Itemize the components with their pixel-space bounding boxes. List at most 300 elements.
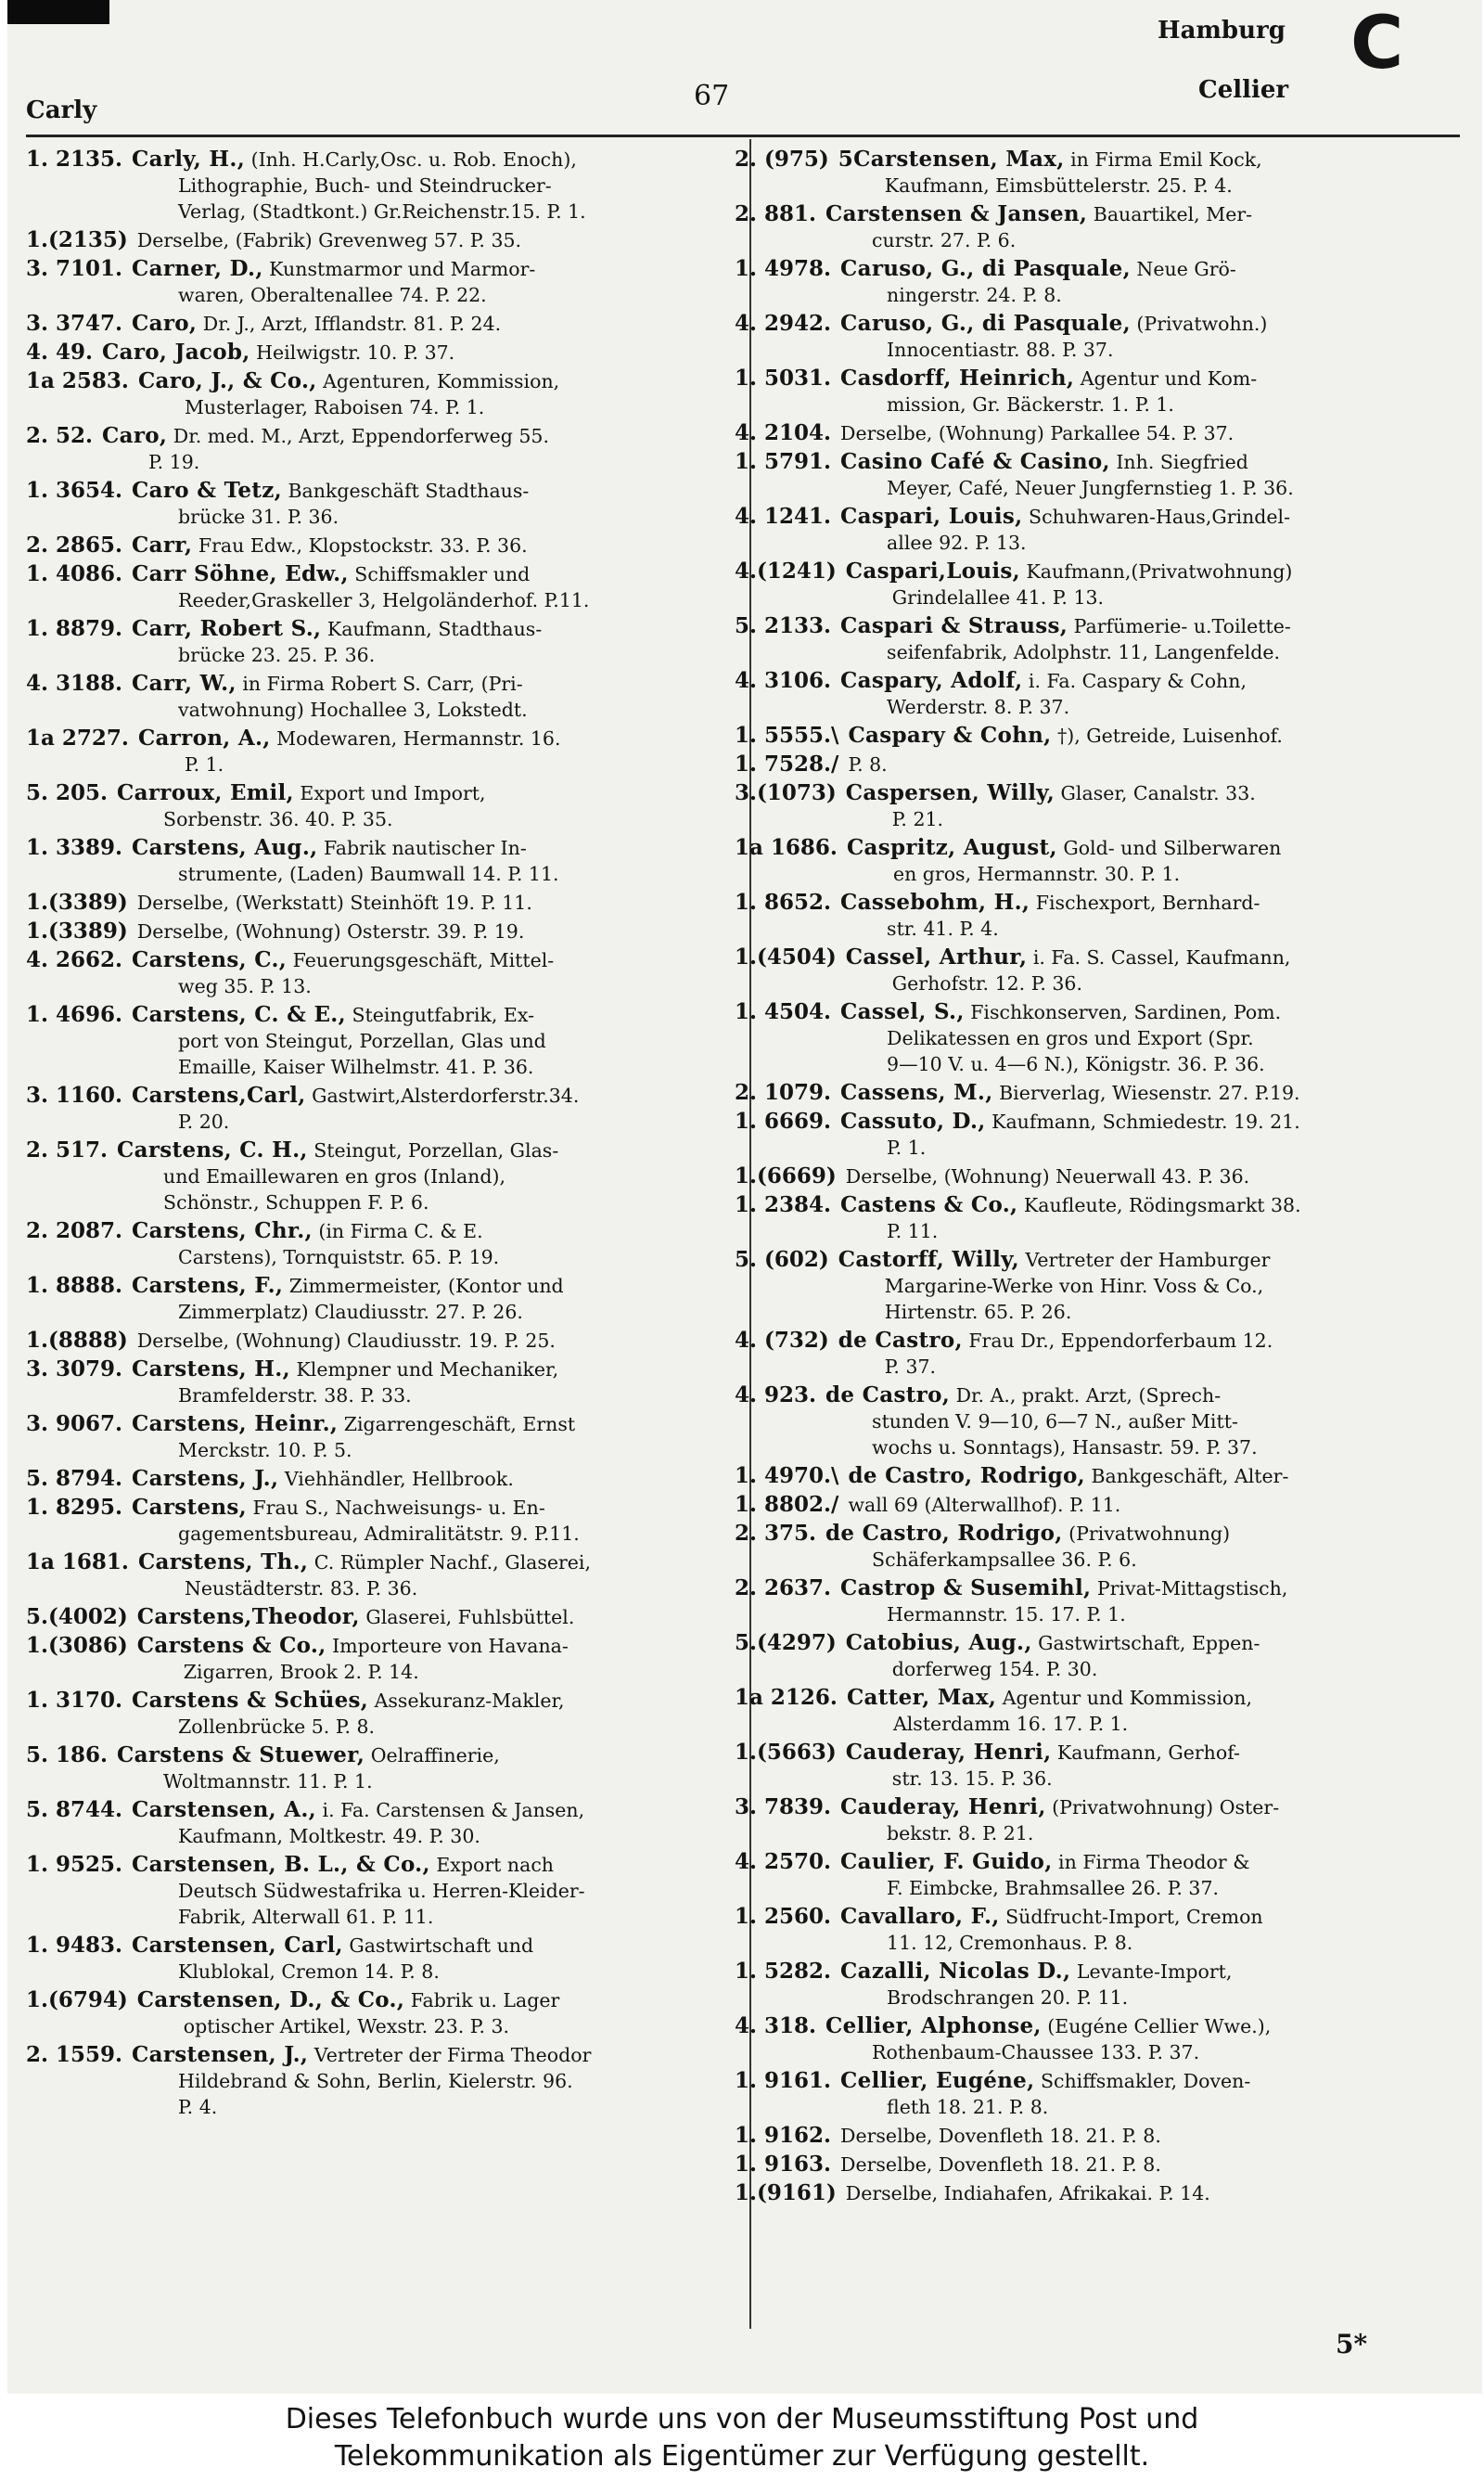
directory-entry <box>735 1163 1439 1189</box>
entry-details: Steingut, Porzellan, Glas- <box>313 1139 559 1162</box>
entry-text <box>829 1247 1439 1325</box>
entry-continuation: Hirtenstr. 65. P. 26. <box>884 1301 1072 1323</box>
phone-number: 1. 2560. <box>735 1904 832 1929</box>
entry-continuation: 9—10 V. u. 4—6 N.), Königstr. 36. P. 36. <box>887 1053 1265 1075</box>
entry-details: Fabrik u. Lager <box>410 1989 560 2011</box>
entry-details: Agentur und Kom- <box>1080 367 1258 390</box>
entry-continuation: Musterlager, Raboisen 74. P. 1. <box>184 396 485 418</box>
subscriber-name: de Castro, <box>838 1328 963 1353</box>
entry-text <box>816 1521 1439 1573</box>
entry-continuation: dorferweg 154. P. 30. <box>891 1658 1098 1680</box>
subscriber-name: Carstens, Aug., <box>132 835 318 860</box>
subscriber-name: Carroux, Emil, <box>117 780 294 805</box>
entry-text <box>129 368 731 420</box>
entry-text <box>831 256 1439 308</box>
phone-number: 1. 9162. <box>735 2123 832 2148</box>
entry-continuation: stunden V. 9—10, 6—7 N., außer Mitt- <box>872 1410 1238 1433</box>
directory-entry <box>26 1987 731 2039</box>
directory-entry <box>735 835 1439 887</box>
directory-entry <box>735 311 1439 363</box>
phone-number: 1. 4978. <box>735 256 832 281</box>
entry-continuation: Deutsch Südwestafrika u. Herren-Kleider- <box>178 1880 585 1902</box>
directory-entry <box>735 1575 1439 1627</box>
entry-details: Kaufmann, Gerhof- <box>1056 1741 1240 1764</box>
entry-continuation: Lithographie, Buch- und Steindrucker- <box>178 174 552 197</box>
entry-details: in Firma Emil Kock, <box>1070 148 1262 171</box>
phone-number: 4.(1241) <box>735 559 837 584</box>
entry-details: Agentur und Kommission, <box>1002 1687 1252 1709</box>
entry-continuation: optischer Artikel, Wexstr. 23. P. 3. <box>183 2015 510 2037</box>
subscriber-name: Caspari,Louis, <box>845 559 1020 584</box>
entry-text <box>837 559 1439 610</box>
phone-number: 3. 7839. <box>735 1794 832 1819</box>
subscriber-name: Caro, <box>132 311 198 336</box>
entry-continuation: Kaufmann, Moltkestr. 49. P. 30. <box>178 1825 480 1847</box>
entry-details: Gastwirtschaft und <box>349 1934 534 1957</box>
directory-entry <box>26 311 731 337</box>
entry-details: Frau Dr., Eppendorferbaum 12. <box>968 1330 1273 1352</box>
entry-continuation: mission, Gr. Bäckerstr. 1. P. 1. <box>887 393 1174 416</box>
phone-number: 1.(6669) <box>735 1163 837 1189</box>
entry-text <box>122 256 731 308</box>
subscriber-name: Carstens & Stuewer, <box>117 1742 365 1767</box>
entry-details: Fischkonserven, Sardinen, Pom. <box>970 1001 1282 1023</box>
directory-entry <box>735 420 1439 446</box>
entry-text <box>122 478 731 530</box>
entry-text <box>838 1492 1439 1518</box>
directory-entry <box>735 559 1439 610</box>
subscriber-name: Carstens, Heinr., <box>132 1411 339 1436</box>
entry-text <box>831 1904 1439 1956</box>
entry-text <box>122 1495 731 1547</box>
directory-entry <box>735 1382 1439 1460</box>
entry-continuation: strumente, (Laden) Baumwall 14. P. 11. <box>178 863 559 885</box>
entry-text <box>128 227 731 253</box>
entry-continuation: Zollenbrücke 5. P. 8. <box>178 1715 376 1738</box>
phone-number: 5. 8794. <box>26 1466 123 1491</box>
subscriber-name: Carner, D., <box>132 256 263 281</box>
phone-number: 1a 2727. <box>26 726 129 751</box>
subscriber-name: de Castro, <box>825 1382 951 1407</box>
phone-number: 4. 3188. <box>26 671 123 696</box>
entry-details: Kunstmarmor und Marmor- <box>269 258 536 280</box>
phone-number: 1. 7528./ <box>735 752 839 777</box>
phone-number: 1. 4970.\ <box>735 1463 839 1488</box>
entry-continuation: Margarine-Werke von Hinr. Voss & Co., <box>884 1275 1264 1297</box>
entry-text <box>122 1002 731 1080</box>
subscriber-name: 5Carstensen, Max, <box>838 147 1065 172</box>
entry-continuation: allee 92. P. 13. <box>887 532 1027 554</box>
entry-details: Glaserei, Fuhlsbüttel. <box>365 1606 575 1628</box>
directory-entry <box>26 1933 731 1985</box>
entry-text <box>128 1987 731 2039</box>
phone-number: 2. 2637. <box>735 1575 832 1600</box>
subscriber-name: Carstens, H., <box>132 1356 290 1381</box>
entry-continuation: Neustädterstr. 83. P. 36. <box>184 1577 418 1600</box>
directory-entry <box>26 890 731 916</box>
entry-details: Derselbe, Indiahafen, Afrikakai. P. 14. <box>845 2182 1210 2204</box>
directory-entry <box>26 2042 731 2120</box>
entry-text <box>831 613 1439 665</box>
entry-text <box>831 2068 1439 2120</box>
entry-details: Derselbe, (Werkstatt) Steinhöft 19. P. 11. <box>136 892 532 914</box>
entry-continuation: curstr. 27. P. 6. <box>872 229 1017 251</box>
directory-entry <box>26 947 731 999</box>
entry-details: Dr. med. M., Arzt, Eppendorferweg 55. <box>173 425 549 447</box>
entry-text <box>831 1794 1439 1846</box>
directory-page <box>7 0 1482 2394</box>
directory-entry <box>26 1688 731 1740</box>
subscriber-name: Catobius, Aug., <box>845 1630 1032 1655</box>
entry-text <box>122 2042 731 2120</box>
phone-number: 1.(3389) <box>26 890 128 915</box>
directory-entry <box>735 1109 1439 1161</box>
entry-continuation: P. 21. <box>891 808 944 830</box>
phone-number: 1.(5663) <box>735 1740 837 1765</box>
entry-text <box>122 1466 731 1492</box>
entry-text <box>837 944 1439 996</box>
entry-details: Schiffsmakler, Doven- <box>1040 2070 1251 2092</box>
entry-details: Vertreter der Hamburger <box>1025 1249 1271 1271</box>
entry-continuation: F. Eimbcke, Brahmsallee 26. P. 37. <box>887 1877 1220 1899</box>
entry-continuation: weg 35. P. 13. <box>178 975 312 997</box>
phone-number: 3.(1073) <box>735 780 837 805</box>
entry-details: Kaufmann,(Privatwohnung) <box>1026 560 1293 583</box>
entry-details: Steingutfabrik, Ex- <box>352 1004 535 1026</box>
directory-entry <box>26 616 731 668</box>
phone-number: 5. 186. <box>26 1742 109 1767</box>
phone-number: 1. 6669. <box>735 1109 832 1134</box>
entry-continuation: P. 37. <box>884 1356 937 1378</box>
directory-entry <box>735 1849 1439 1901</box>
entry-details: Glaser, Canalstr. 33. <box>1060 782 1256 804</box>
directory-entry <box>26 1604 731 1630</box>
entry-details: in Firma Robert S. Carr, (Pri- <box>242 673 523 695</box>
entry-continuation: waren, Oberaltenallee 74. P. 22. <box>178 284 487 306</box>
entry-text <box>108 780 731 832</box>
entry-details: Derselbe, Dovenfleth 18. 21. P. 8. <box>840 2125 1161 2147</box>
phone-number: 1. 9163. <box>735 2152 832 2177</box>
subscriber-name: Caro, <box>102 423 168 448</box>
subscriber-name: Carly, H., <box>132 147 246 172</box>
entry-text <box>816 201 1439 253</box>
entry-continuation: P. 4. <box>178 2096 218 2118</box>
subscriber-name: Caro & Tetz, <box>132 478 282 503</box>
entry-text <box>122 1411 731 1463</box>
directory-entry <box>26 1495 731 1547</box>
entry-text <box>831 366 1439 418</box>
entry-text <box>829 1328 1439 1380</box>
entry-details: Fischexport, Bernhard- <box>1035 892 1260 914</box>
entry-details: Zigarrengeschäft, Ernst <box>343 1413 576 1435</box>
directory-entry <box>735 1328 1439 1380</box>
subscriber-name: Carstens, C. & E., <box>132 1002 346 1027</box>
entry-details: i. Fa. Carstensen & Jansen, <box>322 1799 585 1821</box>
running-head-city: Hamburg <box>1158 17 1286 45</box>
section-letter: C <box>1350 2 1404 85</box>
entry-text <box>122 1933 731 1985</box>
directory-entry <box>735 2123 1439 2149</box>
notice-line: Dieses Telefonbuch wurde uns von der Museumsstiftung Post und <box>285 2403 1199 2435</box>
phone-number: 4. 49. <box>26 340 94 365</box>
subscriber-name: Carstens & Schües, <box>132 1688 369 1713</box>
entry-details: Bierverlag, Wiesenstr. 27. P.19. <box>999 1082 1300 1104</box>
directory-entry <box>735 999 1439 1077</box>
subscriber-name: Castorff, Willy, <box>838 1247 1019 1272</box>
entry-text <box>837 1630 1439 1682</box>
entry-continuation: gagementsbureau, Admiralitätstr. 9. P.11. <box>178 1523 580 1545</box>
phone-number: 1a 2583. <box>26 368 129 393</box>
entry-text <box>129 726 731 777</box>
entry-continuation: brücke 23. 25. P. 36. <box>178 644 376 666</box>
entry-details: Export und Import, <box>300 782 486 804</box>
phone-number: 1. 9483. <box>26 1933 123 1958</box>
entry-continuation: Fabrik, Alterwall 61. P. 11. <box>178 1906 434 1928</box>
phone-number: 1.(4504) <box>735 944 837 970</box>
entry-details: (Privatwohn.) <box>1136 313 1268 335</box>
entry-text <box>122 616 731 668</box>
phone-number: 1a 1686. <box>735 835 838 860</box>
subscriber-name: de Castro, Rodrigo, <box>825 1521 1063 1546</box>
subscriber-name: Carron, A., <box>137 726 271 751</box>
directory-entry <box>735 147 1439 199</box>
phone-number: 1.(8888) <box>26 1328 128 1353</box>
directory-entry <box>735 504 1439 556</box>
phone-number: 5. 8744. <box>26 1797 123 1822</box>
subscriber-name: Caro, Jacob, <box>102 340 250 365</box>
entry-text <box>122 1083 731 1135</box>
subscriber-name: Cellier, Alphonse, <box>825 2013 1042 2038</box>
entry-continuation: Merckstr. 10. P. 5. <box>178 1439 352 1461</box>
entry-details: Südfrucht-Import, Cremon <box>1005 1906 1263 1928</box>
entry-continuation: en gros, Hermannstr. 30. P. 1. <box>892 863 1181 885</box>
directory-entry <box>26 1083 731 1135</box>
subscriber-name: Castrop & Susemihl, <box>840 1575 1092 1600</box>
directory-entry <box>26 919 731 944</box>
running-head-right: Cellier <box>1198 76 1289 104</box>
entry-details: Vertreter der Firma Theodor <box>313 2044 592 2066</box>
subscriber-name: Caspritz, August, <box>846 835 1057 860</box>
subscriber-name: Carr Söhne, Edw., <box>132 561 349 586</box>
subscriber-name: Carr, W., <box>132 671 237 696</box>
subscriber-name: Caspersen, Willy, <box>845 780 1055 805</box>
phone-number: 3. 3747. <box>26 311 123 336</box>
entry-text <box>122 1852 731 1930</box>
directory-entry <box>735 1904 1439 1956</box>
entry-details: Derselbe, (Wohnung) Claudiusstr. 19. P. 25. <box>136 1330 556 1352</box>
directory-entry <box>26 835 731 887</box>
subscriber-name: Carstens, F., <box>132 1273 284 1298</box>
subscriber-name: Carstensen, B. L., & Co., <box>132 1852 430 1877</box>
entry-details: Dr. A., prakt. Arzt, (Sprech- <box>955 1384 1222 1407</box>
phone-number: 1. 4086. <box>26 561 123 586</box>
phone-number: 1. 2384. <box>735 1192 832 1217</box>
subscriber-name: Carstens, Th., <box>137 1549 309 1574</box>
phone-number: 4. 2662. <box>26 947 123 972</box>
entry-details: Modewaren, Hermannstr. 16. <box>276 727 561 750</box>
entry-details: Oelraffinerie, <box>370 1744 500 1767</box>
directory-entry <box>26 726 731 777</box>
entry-continuation: seifenfabrik, Adolphstr. 11, Langenfelde. <box>887 641 1281 663</box>
entry-text <box>831 1080 1439 1106</box>
directory-entry <box>735 2180 1439 2206</box>
entry-text <box>816 2013 1439 2065</box>
phone-number: 1. 9525. <box>26 1852 123 1877</box>
entry-text <box>838 752 1439 777</box>
directory-entry <box>735 1492 1439 1518</box>
phone-number: 5. 2133. <box>735 613 832 638</box>
entry-details: Bauartikel, Mer- <box>1093 203 1253 225</box>
entry-details: Neue Grö- <box>1136 258 1236 280</box>
scan-edge-mark <box>7 0 109 24</box>
entry-details: Derselbe, (Fabrik) Grevenweg 57. P. 35. <box>136 229 522 251</box>
entry-details: i. Fa. S. Cassel, Kaufmann, <box>1032 946 1291 969</box>
phone-number: 4. (732) <box>735 1328 829 1353</box>
directory-entry <box>26 1549 731 1601</box>
entry-continuation: ningerstr. 24. P. 8. <box>887 284 1062 306</box>
phone-number: 1.(6794) <box>26 1987 128 2012</box>
directory-entry <box>735 1630 1439 1682</box>
directory-entry <box>26 1411 731 1463</box>
subscriber-name: Cazalli, Nicolas D., <box>840 1959 1071 1984</box>
entry-details: Dr. J., Arzt, Ifflandstr. 81. P. 24. <box>202 313 502 335</box>
entry-continuation: P. 1. <box>184 753 224 776</box>
entry-text <box>831 668 1439 720</box>
subscriber-name: Caspari & Strauss, <box>840 613 1068 638</box>
entry-details: Heilwigstr. 10. P. 37. <box>256 341 455 364</box>
directory-entry <box>735 723 1439 749</box>
phone-number: 2. 517. <box>26 1137 109 1163</box>
entry-details: Inh. Siegfried <box>1116 451 1248 473</box>
entry-continuation: bekstr. 8. P. 21. <box>887 1822 1034 1844</box>
directory-entry <box>26 1852 731 1930</box>
running-head-left: Carly <box>26 96 97 124</box>
directory-entry <box>735 613 1439 665</box>
directory-entry <box>735 256 1439 308</box>
entry-text <box>128 890 731 916</box>
entry-details: Viehhändler, Hellbrook. <box>284 1468 514 1490</box>
directory-entry <box>735 2013 1439 2065</box>
entry-text <box>837 1740 1439 1792</box>
entry-details: i. Fa. Caspary & Cohn, <box>1028 670 1247 692</box>
entry-text <box>831 2152 1439 2178</box>
entry-text <box>128 919 731 944</box>
subscriber-name: Cauderay, Henri, <box>840 1794 1046 1819</box>
entry-continuation: Hermannstr. 15. 17. P. 1. <box>887 1603 1126 1625</box>
directory-entry <box>26 1328 731 1354</box>
entry-continuation: str. 13. 15. P. 36. <box>891 1767 1053 1790</box>
entry-details: (Privatwohnung) Oster- <box>1052 1796 1280 1818</box>
phone-number: 1.(2135) <box>26 227 128 252</box>
entry-text <box>837 2180 1439 2206</box>
entry-details: Kaufleute, Rödingsmarkt 38. <box>1023 1194 1301 1216</box>
phone-number: 1. 4504. <box>735 999 832 1024</box>
entry-details: Klempner und Mechaniker, <box>296 1358 559 1381</box>
entry-text <box>831 890 1439 942</box>
directory-entry <box>735 780 1439 832</box>
directory-entry <box>735 2068 1439 2120</box>
phone-number: 2. 1559. <box>26 2042 123 2067</box>
entry-continuation: Gerhofstr. 12. P. 36. <box>891 972 1082 995</box>
entry-continuation: Carstens), Tornquiststr. 65. P. 19. <box>178 1246 500 1268</box>
directory-entry <box>26 1633 731 1685</box>
entry-continuation: fleth 18. 21. P. 8. <box>887 2096 1049 2118</box>
entry-text <box>122 311 731 337</box>
phone-number: 2. 881. <box>735 201 817 226</box>
phone-number: 2. 1079. <box>735 1080 832 1105</box>
entry-details: Gold- und Silberwaren <box>1063 837 1282 859</box>
phone-number: 1. 5282. <box>735 1959 832 1984</box>
entry-text <box>122 533 731 559</box>
entry-continuation: Verlag, (Stadtkont.) Gr.Reichenstr.15. P. 1. <box>178 200 586 223</box>
entry-details: Schiffsmakler und <box>354 563 531 585</box>
subscriber-name: Caspary & Cohn, <box>848 723 1052 748</box>
directory-entry <box>735 1959 1439 2011</box>
subscriber-name: Carstens, Chr., <box>132 1218 313 1243</box>
directory-entry <box>735 449 1439 501</box>
entry-continuation: P. 11. <box>887 1220 939 1242</box>
entry-details: Levante-Import, <box>1076 1960 1233 1983</box>
entry-text <box>838 1685 1439 1737</box>
entry-continuation: Klublokal, Cremon 14. P. 8. <box>178 1960 440 1983</box>
entry-continuation: P. 20. <box>178 1111 230 1133</box>
phone-number: 5.(4002) <box>26 1604 128 1629</box>
directory-entry <box>26 1273 731 1325</box>
phone-number: 1. 5031. <box>735 366 832 391</box>
entry-continuation: Reeder,Graskeller 3, Helgoländerhof. P.11. <box>178 589 590 611</box>
entry-details: Derselbe, Dovenfleth 18. 21. P. 8. <box>840 2153 1161 2176</box>
entry-text <box>829 147 1439 199</box>
entry-continuation: P. 1. <box>887 1137 927 1159</box>
directory-entry <box>735 1080 1439 1106</box>
phone-number: 3. 9067. <box>26 1411 123 1436</box>
phone-number: 1. 5555.\ <box>735 723 839 748</box>
entry-details: Agenturen, Kommission, <box>323 370 560 392</box>
entry-continuation: Bramfelderstr. 38. P. 33. <box>178 1384 412 1407</box>
directory-entry <box>735 1463 1439 1489</box>
subscriber-name: Cellier, Eugéne, <box>840 2068 1035 2093</box>
entry-continuation: Rothenbaum-Chaussee 133. P. 37. <box>872 2041 1200 2063</box>
phone-number: 3. 3079. <box>26 1356 123 1381</box>
subscriber-name: Carr, <box>132 533 193 558</box>
subscriber-name: Carstens,Theodor, <box>136 1604 360 1629</box>
entry-details: wall 69 (Alterwallhof). P. 11. <box>848 1494 1121 1516</box>
entry-text <box>122 1273 731 1325</box>
subscriber-name: Caro, J., & Co., <box>137 368 317 393</box>
phone-number: 5. (602) <box>735 1247 829 1272</box>
entry-continuation: Emaille, Kaiser Wilhelmstr. 41. P. 36. <box>178 1056 534 1078</box>
directory-entry <box>735 1685 1439 1737</box>
entry-text <box>122 1356 731 1408</box>
phone-number: 1. 4696. <box>26 1002 123 1027</box>
subscriber-name: Casdorff, Heinrich, <box>840 366 1075 391</box>
subscriber-name: Caspari, Louis, <box>840 504 1023 529</box>
entry-continuation: Grindelallee 41. P. 13. <box>891 586 1105 609</box>
directory-entry <box>26 368 731 420</box>
entry-continuation: Meyer, Café, Neuer Jungfernstieg 1. P. 36. <box>887 477 1294 499</box>
entry-details: C. Rümpler Nachf., Glaserei, <box>313 1551 592 1574</box>
entry-text <box>831 504 1439 556</box>
subscriber-name: Caulier, F. Guido, <box>840 1849 1053 1874</box>
entry-details: (Inh. H.Carly,Osc. u. Rob. Enoch), <box>250 148 577 171</box>
directory-entry <box>26 1002 731 1080</box>
phone-number: 2. 52. <box>26 423 94 448</box>
entry-continuation: Innocentiastr. 88. P. 37. <box>887 339 1114 361</box>
entry-text <box>831 449 1439 501</box>
entry-text <box>831 311 1439 363</box>
subscriber-name: Carstens, <box>132 1495 247 1520</box>
entry-text <box>831 420 1439 446</box>
